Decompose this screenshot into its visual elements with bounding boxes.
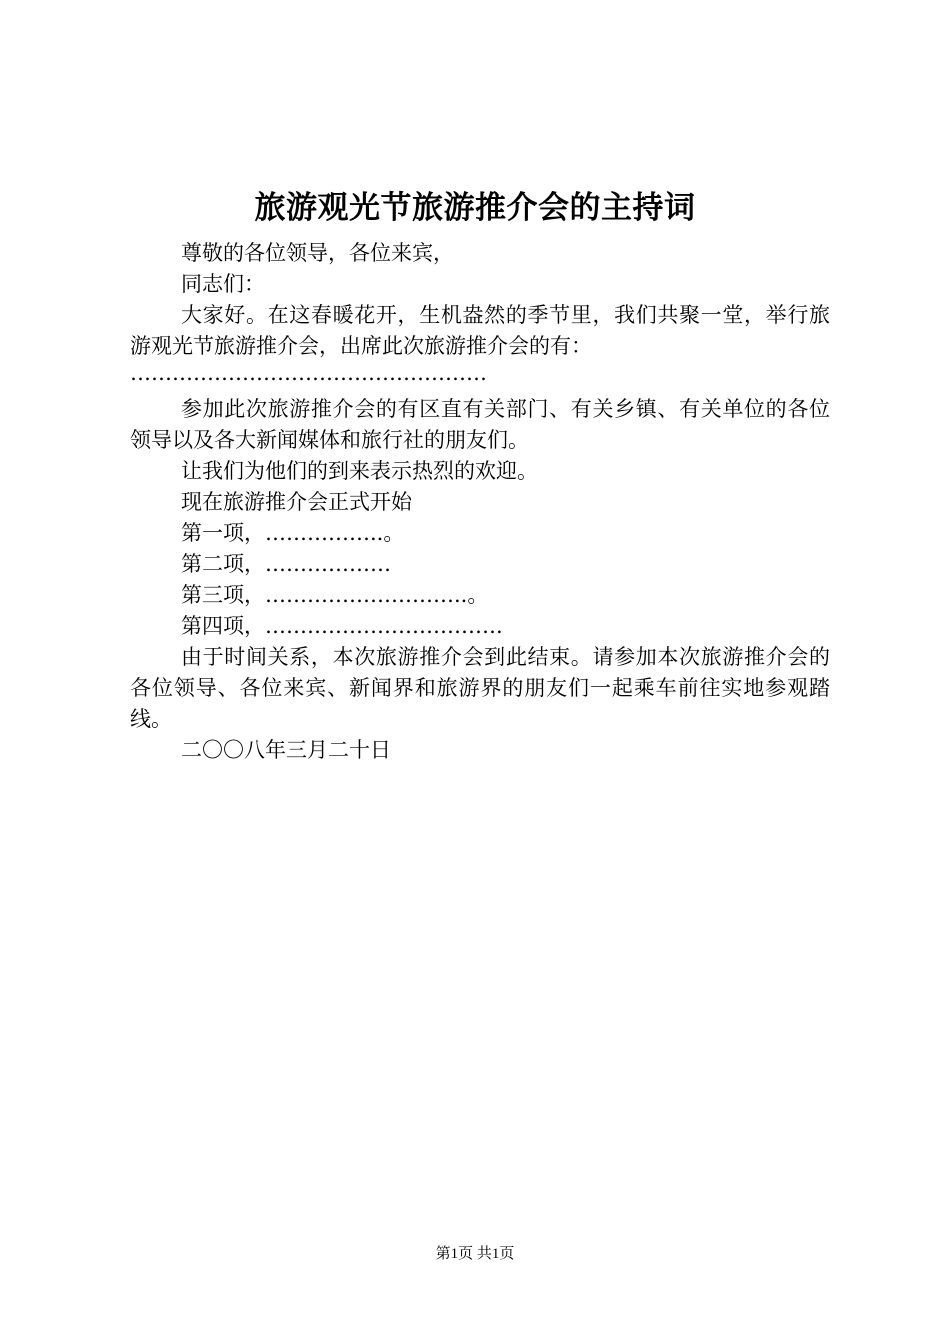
start-announcement: 现在旅游推介会正式开始 <box>181 490 412 514</box>
page-footer: 第1页 共1页 <box>435 1246 515 1262</box>
agenda-item-3: 第三项，………………………..。 <box>181 583 489 607</box>
welcome-paragraph: 让我们为他们的到来表示热烈的欢迎。 <box>181 459 538 483</box>
salutation-comrades: 同志们： <box>181 272 265 296</box>
document-date: 二〇〇八年三月二十日 <box>181 738 391 762</box>
agenda-item-1: 第一项，……………..。 <box>181 521 405 545</box>
document-title: 旅游观光节旅游推介会的主持词 <box>254 190 696 226</box>
document-body <box>130 238 830 766</box>
salutation-line: 尊敬的各位领导，各位来宾， <box>181 241 454 265</box>
participants-paragraph: 参加此次旅游推介会的有区直有关部门、有关乡镇、有关单位的各位领导以及各大新闻媒体和旅行社的朋友们。 <box>130 397 830 452</box>
closing-paragraph: 由于时间关系，本次旅游推介会到此结束。请参加本次旅游推介会的各位领导、各位来宾、新闻界和旅游界的朋友们一起乘车前往实地参观踏线。 <box>130 645 830 731</box>
agenda-item-2: 第二项，……………… <box>181 552 391 576</box>
agenda-item-4: 第四项，……………………………. <box>181 614 503 638</box>
opening-paragraph: 大家好。在这春暖花开，生机盎然的季节里，我们共聚一堂，举行旅游观光节旅游推介会，出席此次旅游推介会的有： <box>130 303 830 358</box>
attendee-dots-line: …………………………………………… <box>130 362 487 384</box>
